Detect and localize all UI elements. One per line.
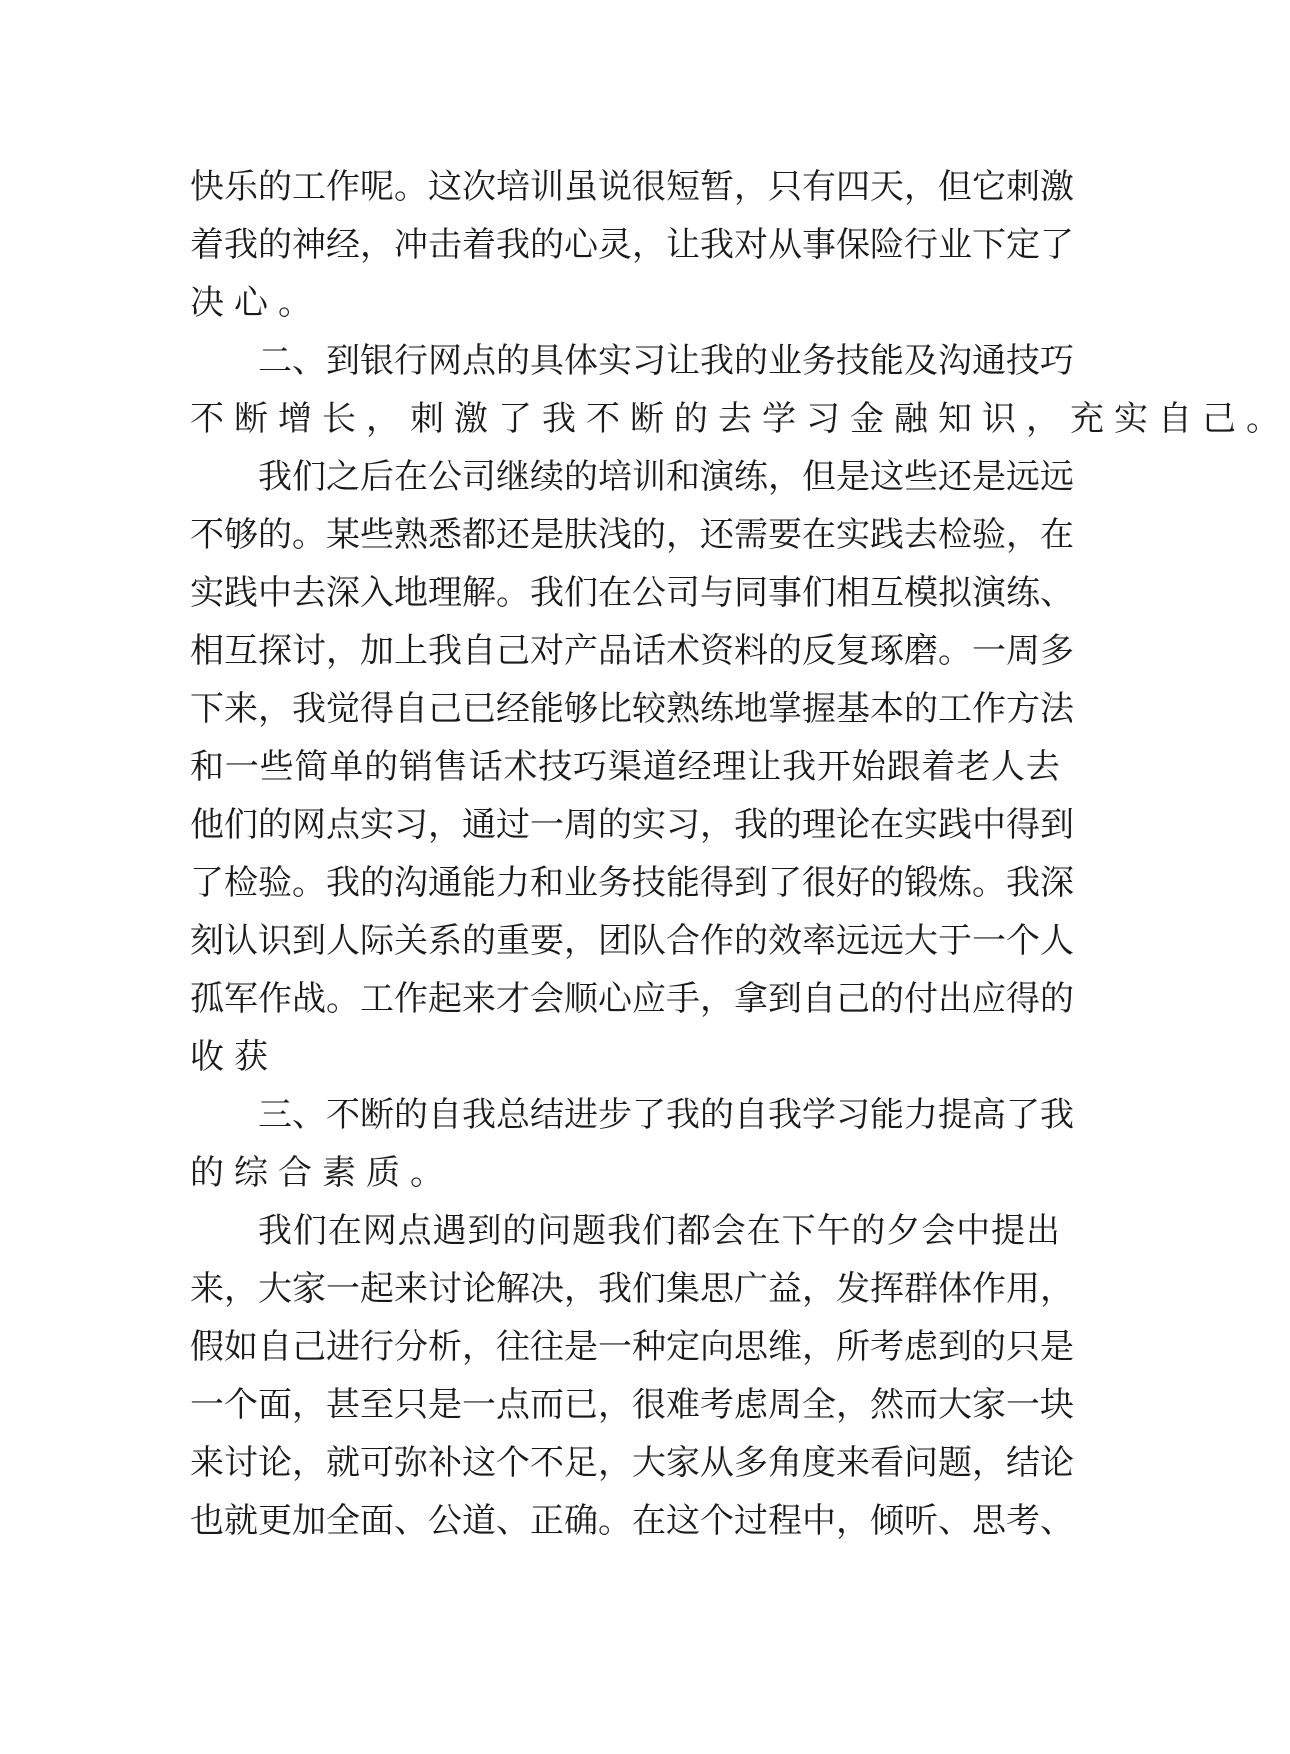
text-line: 相 互 探 讨 ， 加 上 我 自 己 对 产 品 话 术 资 料 的 反 复 琢 磨 。 一 周 多: [190, 631, 1074, 671]
text-line: 收 获: [190, 1037, 278, 1077]
text-line: 我 们 之 后 在 公 司 继 续 的 培 训 和 演 练 ， 但 是 这 些 还 是 远 远: [258, 457, 1074, 497]
text-line: 决 心 。: [190, 283, 322, 323]
text-line: 不 够 的 。 某 些 熟 悉 都 还 是 肤 浅 的 ， 还 需 要 在 实 践 去 检 验 ， 在: [190, 515, 1074, 555]
text-line: 他 们 的 网 点 实 习 ， 通 过 一 周 的 实 习 ， 我 的 理 论 在 实 践 中 得 到: [190, 805, 1074, 845]
text-line: 和 一 些 简 单 的 销 售 话 术 技 巧 渠 道 经 理 让 我 开 始 跟 着 老 人 去: [190, 747, 1060, 787]
text-line: 下 来 ， 我 觉 得 自 己 已 经 能 够 比 较 熟 练 地 掌 握 基 本 的 工 作 方 法: [190, 689, 1074, 729]
text-line: 的 综 合 素 质 。: [190, 1153, 454, 1193]
text-line: 我 们 在 网 点 遇 到 的 问 题 我 们 都 会 在 下 午 的 夕 会 中 提 出: [258, 1211, 1060, 1251]
text-line: 三 、 不 断 的 自 我 总 结 进 步 了 我 的 自 我 学 习 能 力 提 高 了 我: [258, 1095, 1074, 1135]
text-line: 孤 军 作 战 。 工 作 起 来 才 会 顺 心 应 手 ， 拿 到 自 己 的 付 出 应 得 的: [190, 979, 1074, 1019]
text-line: 一 个 面 ， 甚 至 只 是 一 点 而 已 ， 很 难 考 虑 周 全 ， 然 而 大 家 一 块: [190, 1385, 1074, 1425]
document-body: [190, 158, 1290, 1550]
text-line: 假 如 自 己 进 行 分 析 ， 往 往 是 一 种 定 向 思 维 ， 所 考 虑 到 的 只 是: [190, 1327, 1074, 1367]
text-line: 不 断 增 长 ， 刺 激 了 我 不 断 的 去 学 习 金 融 知 识 ， 充 实 自 己 。: [190, 399, 1290, 439]
text-line: 来 讨 论 ， 就 可 弥 补 这 个 不 足 ， 大 家 从 多 角 度 来 看 问 题 ， 结 论: [190, 1443, 1074, 1483]
text-line: 实 践 中 去 深 入 地 理 解 。 我 们 在 公 司 与 同 事 们 相 互 模 拟 演 练 、: [190, 573, 1074, 613]
text-line: 也 就 更 加 全 面 、 公 道 、 正 确 。 在 这 个 过 程 中 ， 倾 听 、 思 考 、: [190, 1501, 1074, 1541]
text-line: 来 ， 大 家 一 起 来 讨 论 解 决 ， 我 们 集 思 广 益 ， 发 挥 群 体 作 用 ，: [190, 1269, 1074, 1309]
text-line: 了 检 验 。 我 的 沟 通 能 力 和 业 务 技 能 得 到 了 很 好 的 锻 炼 。 我 深: [190, 863, 1074, 903]
text-line: 快 乐 的 工 作 呢 。 这 次 培 训 虽 说 很 短 暂 ， 只 有 四 天 ， 但 它 刺 激: [190, 167, 1074, 207]
text-line: 二 、 到 银 行 网 点 的 具 体 实 习 让 我 的 业 务 技 能 及 沟 通 技 巧: [258, 341, 1074, 381]
text-line: 刻 认 识 到 人 际 关 系 的 重 要 ， 团 队 合 作 的 效 率 远 远 大 于 一 个 人: [190, 921, 1074, 961]
text-line: 着 我 的 神 经 ， 冲 击 着 我 的 心 灵 ， 让 我 对 从 事 保 险 行 业 下 定 了: [190, 225, 1074, 265]
